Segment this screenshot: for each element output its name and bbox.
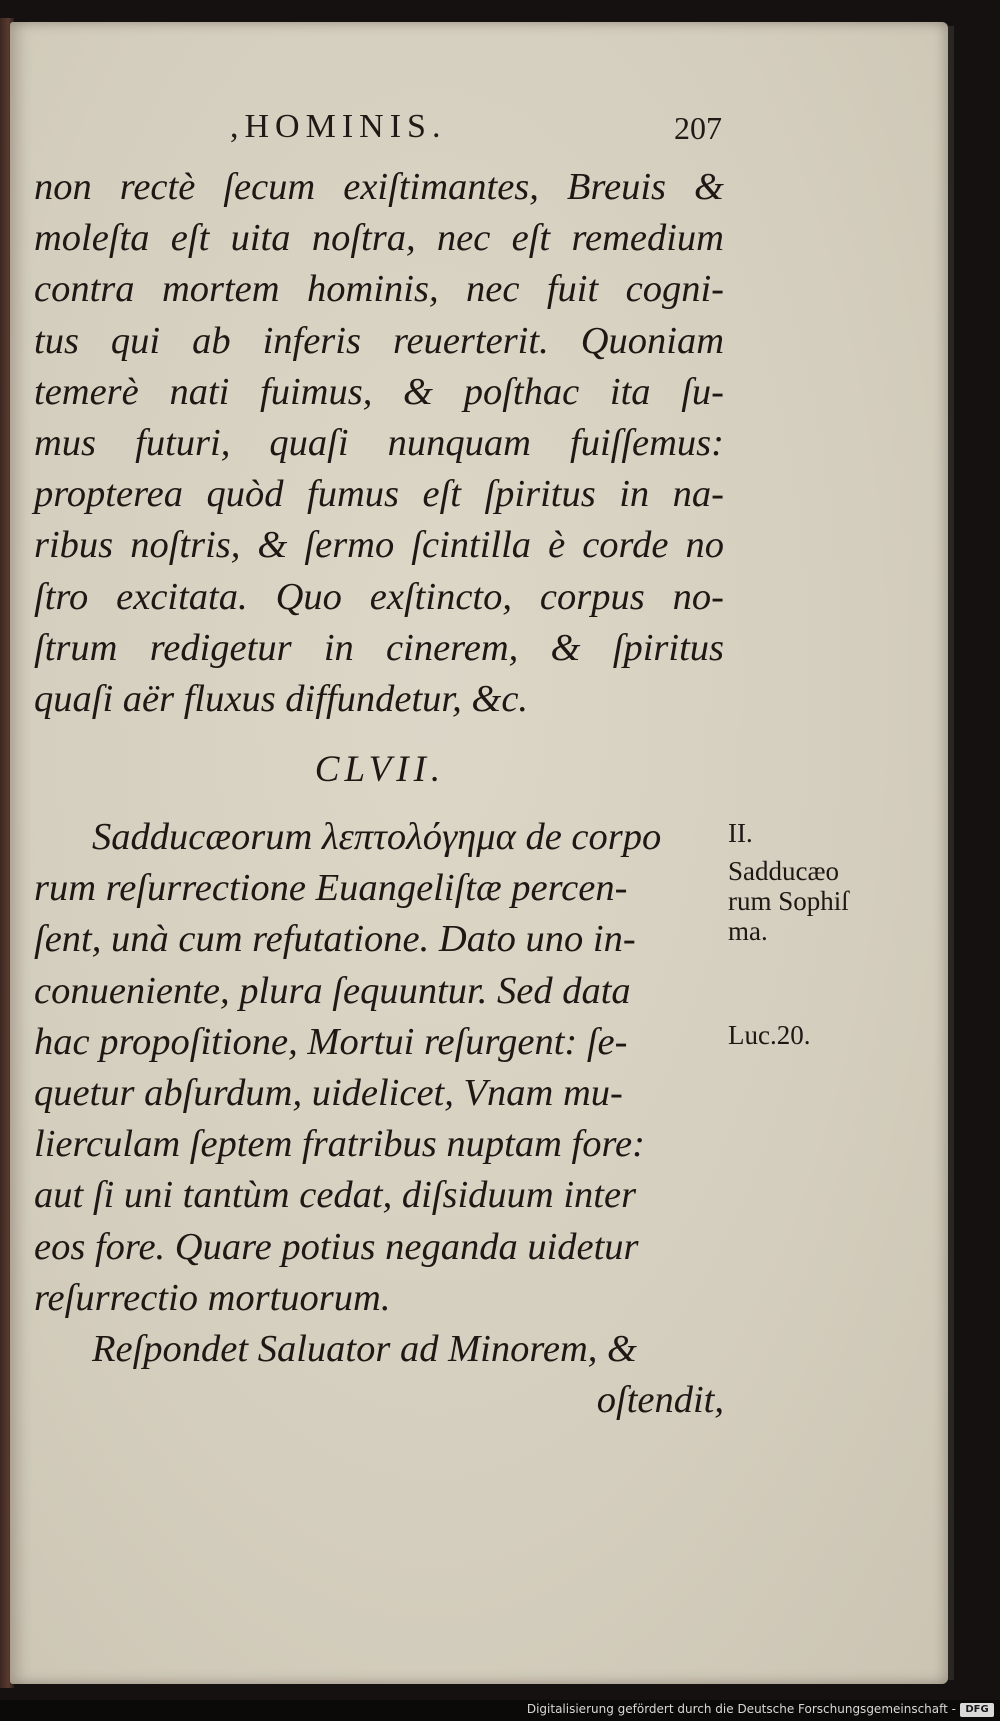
text-line: mus futuri, quaſi nunquam fuiſſemus:	[34, 421, 724, 464]
text-line: quetur abſurdum, uidelicet, Vnam mu-	[34, 1071, 623, 1114]
text-line: rum reſurrectione Euangeliſtæ percen-	[34, 867, 628, 910]
text-line: eos fore. Quare potius neganda uidetur	[34, 1225, 639, 1268]
text-line: moleſta eſt uita noſtra, nec eſt remedium	[34, 217, 724, 260]
text-line: conueniente, plura ſequuntur. Sed data	[34, 969, 631, 1012]
text-line: ribus noſtris, & ſermo ſcintilla è corde no	[34, 524, 724, 567]
page-header	[230, 108, 722, 158]
catchword: oſtendit,	[596, 1379, 724, 1422]
page-number: 207	[674, 110, 722, 146]
text-line: temerè nati fuimus, & poſthac ita ſu-	[34, 370, 724, 413]
text-line: reſurrectio mortuorum.	[34, 1276, 391, 1319]
margin-note-line: ma.	[728, 916, 768, 946]
text-line: hac propoſitione, Mortui reſurgent: ſe-	[34, 1020, 628, 1063]
margin-note-line: Sadducæo	[728, 856, 839, 886]
digitization-credit: Digitalisierung gefördert durch die Deutsche Forschungsgemeinschaft -	[526, 1702, 956, 1716]
text-line: aut ſi uni tantùm cedat, diſsiduum inter	[34, 1174, 637, 1217]
dfg-logo: DFG	[960, 1703, 994, 1717]
text-line: tus qui ab inferis reuerterit. Quoniam	[34, 319, 724, 362]
margin-note-number: II.	[728, 818, 753, 848]
text-line: Sadducæorum λεπτολόγημα de corpo	[92, 816, 662, 858]
margin-note-reference: Luc.20.	[728, 1020, 811, 1050]
section-heading: CLVII.	[314, 749, 446, 790]
text-line: quaſi aër fluxus diffundetur, &c.	[34, 677, 529, 720]
text-line: lierculam ſeptem fratribus nuptam fore:	[34, 1123, 645, 1166]
body-text-bottom	[34, 812, 724, 1426]
text-line: non rectè ſecum exiſtimantes, Breuis &	[34, 166, 724, 208]
text-line: Reſpondet Saluator ad Minorem, &	[92, 1327, 637, 1370]
text-line: ſtro excitata. Quo exſtincto, corpus no-	[34, 575, 724, 618]
margin-note-sophisma	[728, 856, 849, 946]
body-text-top	[34, 162, 724, 725]
text-line: propterea quòd fumus eſt ſpiritus in na-	[34, 473, 724, 516]
text-line: contra mortem hominis, nec fuit cogni-	[34, 268, 724, 311]
page-edge	[948, 26, 954, 1680]
text-line: ſent, unà cum refutatione. Dato uno in-	[34, 918, 636, 961]
running-head: ,HOMINIS.	[230, 108, 447, 145]
text-line: ſtrum redigetur in cinerem, & ſpiritus	[34, 626, 724, 669]
margin-note-line: rum Sophiſ	[728, 886, 849, 916]
